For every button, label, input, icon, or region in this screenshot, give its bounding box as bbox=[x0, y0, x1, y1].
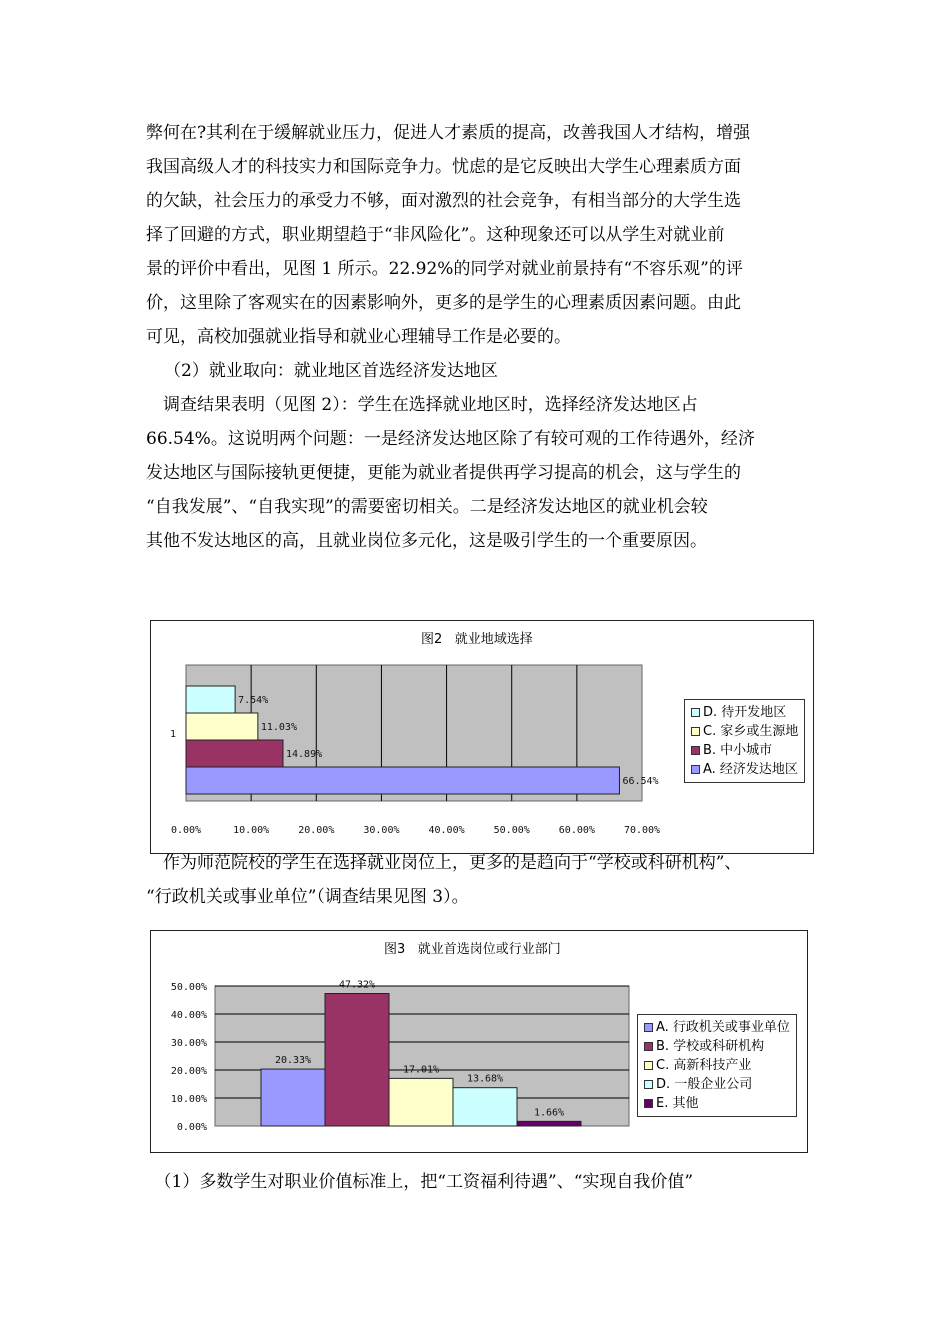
chart-title-text: 就业地域选择 bbox=[454, 632, 533, 647]
data-label: 20.33% bbox=[274, 1055, 312, 1067]
legend-label: C. 家乡或生源地 bbox=[703, 724, 799, 739]
x-tick-label: 20.00% bbox=[298, 825, 335, 836]
bar bbox=[517, 1121, 581, 1126]
legend-swatch bbox=[691, 708, 700, 717]
text-line: 作为师范院校的学生在选择就业岗位上，更多的是趋向于“学校或科研机构”、 bbox=[146, 853, 742, 873]
paragraph-2 bbox=[146, 388, 810, 558]
y-tick-label: 10.00% bbox=[170, 1094, 207, 1105]
legend-swatch bbox=[644, 1099, 653, 1108]
legend-item bbox=[644, 1018, 790, 1037]
data-label: 17.01% bbox=[402, 1064, 440, 1076]
text-line: 的欠缺，社会压力的承受力不够，面对激烈的社会竞争，有相当部分的大学生选 bbox=[146, 191, 741, 211]
chart-title-text: 就业首选岗位或行业部门 bbox=[417, 942, 561, 957]
legend-label: E. 其他 bbox=[656, 1096, 699, 1111]
legend-swatch bbox=[644, 1080, 653, 1089]
text-line: “自我发展”、“自我实现”的需要密切相关。二是经济发达地区的就业机会较 bbox=[146, 497, 708, 517]
legend-item bbox=[691, 741, 798, 760]
heading-text: （2）就业取向：就业地区首选经济发达地区 bbox=[164, 361, 498, 381]
bar bbox=[186, 713, 258, 740]
x-tick-label: 50.00% bbox=[493, 825, 530, 836]
text-line: 价，这里除了客观实在的因素影响外，更多的是学生的心理素质因素问题。由此 bbox=[146, 293, 741, 313]
text-line: 弊何在?其利在于缓解就业压力，促进人才素质的提高，改善我国人才结构，增强 bbox=[146, 123, 751, 143]
bar bbox=[186, 767, 619, 794]
legend-label: D. 一般企业公司 bbox=[656, 1077, 753, 1092]
chart-figure-2 bbox=[150, 620, 814, 854]
text-line: 景的评价中看出，见图 1 所示。22.92%的同学对就业前景持有“不容乐观”的评 bbox=[146, 259, 743, 279]
x-tick-label: 10.00% bbox=[233, 825, 270, 836]
legend-swatch bbox=[691, 727, 700, 736]
legend-item bbox=[691, 722, 798, 741]
x-tick-label: 70.00% bbox=[623, 825, 661, 836]
legend-swatch bbox=[644, 1042, 653, 1051]
y-tick-label: 20.00% bbox=[170, 1066, 207, 1077]
legend-swatch bbox=[691, 746, 700, 755]
chart-title-prefix: 图2 bbox=[421, 632, 443, 647]
y-tick-label: 40.00% bbox=[170, 1010, 207, 1021]
bar bbox=[453, 1088, 517, 1126]
text-line: 66.54%。这说明两个问题：一是经济发达地区除了有较可观的工作待遇外，经济 bbox=[146, 429, 755, 449]
legend-label: A. 行政机关或事业单位 bbox=[656, 1020, 790, 1035]
y-tick-label: 30.00% bbox=[170, 1038, 207, 1049]
x-tick-label: 0.00% bbox=[170, 825, 202, 836]
legend-label: D. 待开发地区 bbox=[703, 705, 787, 720]
text-line: （1）多数学生对职业价值标准上，把“工资福利待遇”、“实现自我价值” bbox=[146, 1172, 694, 1192]
data-label: 1.66% bbox=[533, 1107, 565, 1119]
chart-2-legend bbox=[684, 699, 805, 783]
paragraph-1 bbox=[146, 116, 810, 354]
y-tick-label: 50.00% bbox=[170, 982, 207, 993]
data-label: 66.54% bbox=[622, 776, 659, 787]
legend-item bbox=[644, 1075, 790, 1094]
data-label: 7.54% bbox=[238, 695, 269, 706]
y-category-label: 1 bbox=[169, 729, 176, 740]
legend-item bbox=[691, 703, 798, 722]
chart-title-prefix: 图3 bbox=[384, 942, 406, 957]
legend-item bbox=[691, 760, 798, 779]
text-line: “行政机关或事业单位”（调查结果见图 3）。 bbox=[146, 887, 469, 907]
bar bbox=[389, 1078, 453, 1126]
data-label: 11.03% bbox=[260, 722, 297, 733]
legend-item bbox=[644, 1056, 790, 1075]
bar bbox=[186, 686, 235, 713]
legend-swatch bbox=[691, 765, 700, 774]
legend-label: B. 中小城市 bbox=[703, 743, 773, 758]
legend-item bbox=[644, 1037, 790, 1056]
chart-figure-3 bbox=[150, 930, 808, 1153]
legend-item bbox=[644, 1094, 790, 1113]
data-label: 13.68% bbox=[466, 1073, 504, 1085]
bar bbox=[325, 994, 389, 1126]
bar bbox=[186, 740, 283, 767]
legend-label: C. 高新科技产业 bbox=[656, 1058, 752, 1073]
legend-label: A. 经济发达地区 bbox=[703, 762, 798, 777]
text-line: 我国高级人才的科技实力和国际竞争力。忧虑的是它反映出大学生心理素质方面 bbox=[146, 157, 741, 177]
legend-label: B. 学校或科研机构 bbox=[656, 1039, 765, 1054]
data-label: 14.89% bbox=[285, 749, 323, 760]
legend-swatch bbox=[644, 1023, 653, 1032]
x-tick-label: 30.00% bbox=[363, 825, 400, 836]
text-line: 可见，高校加强就业指导和就业心理辅导工作是必要的。 bbox=[146, 327, 571, 347]
data-label: 47.32% bbox=[338, 979, 376, 991]
text-line: 其他不发达地区的高，且就业岗位多元化，这是吸引学生的一个重要原因。 bbox=[146, 531, 707, 551]
text-line: 发达地区与国际接轨更便捷，更能为就业者提供再学习提高的机会，这与学生的 bbox=[146, 463, 741, 483]
x-tick-label: 40.00% bbox=[428, 825, 465, 836]
text-line: 调查结果表明（见图 2）：学生在选择就业地区时，选择经济发达地区占 bbox=[146, 395, 698, 415]
chart-3-legend bbox=[637, 1014, 797, 1117]
text-line: 择了回避的方式，职业期望趋于“非风险化”。这种现象还可以从学生对就业前 bbox=[146, 225, 725, 245]
x-tick-label: 60.00% bbox=[558, 825, 595, 836]
bar bbox=[261, 1069, 325, 1126]
paragraph-4 bbox=[146, 1165, 810, 1199]
paragraph-3 bbox=[146, 846, 826, 914]
y-tick-label: 0.00% bbox=[176, 1122, 207, 1133]
legend-swatch bbox=[644, 1061, 653, 1070]
section-heading-2 bbox=[164, 354, 828, 388]
